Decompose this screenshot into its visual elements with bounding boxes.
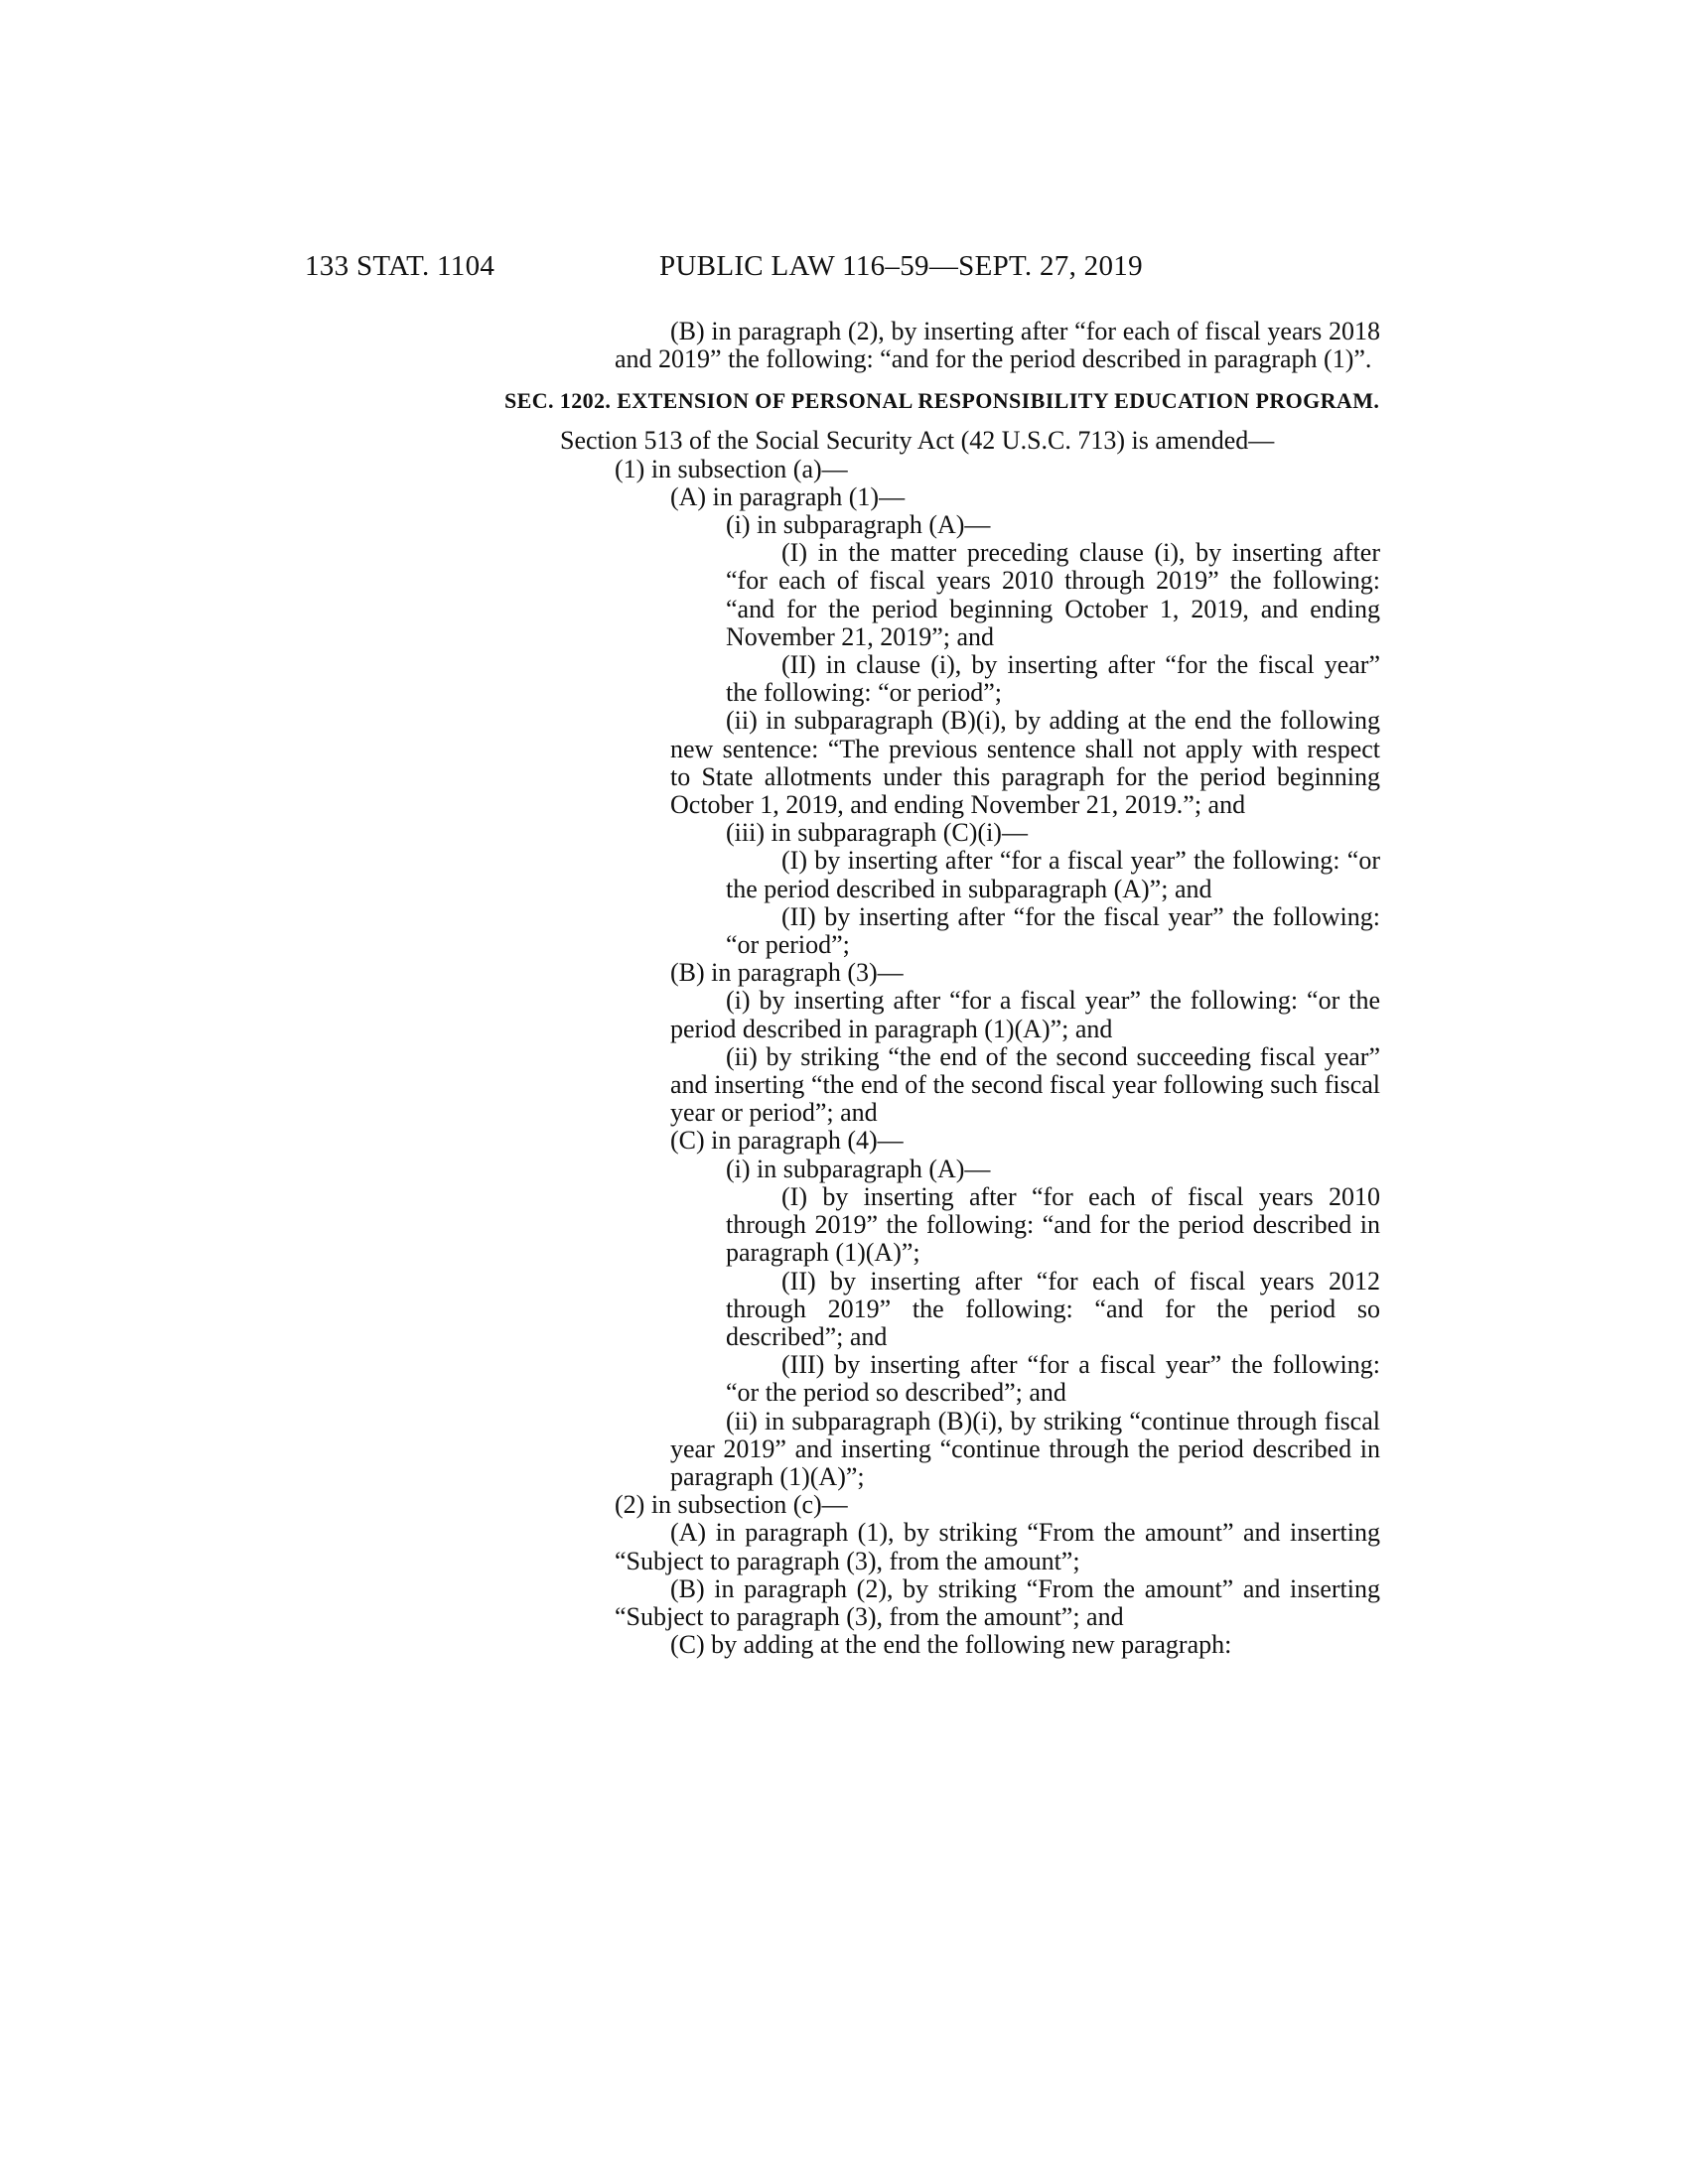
para-2-B: (B) in paragraph (2), by striking “From the amount” and inserting “Subject to paragraph (3), from the amount”; and: [615, 1573, 1380, 1631]
para-1-A-ii: (ii) in subparagraph (B)(i), by adding at the end the following new sentence: “The previous sentence shall not apply with respect to State allotments under this paragraph for the period beginning October 1, 2019, and ending November 21, 2019.”; and: [670, 706, 1380, 820]
para-1-A-i-II: (II) in clause (i), by inserting after “for the fiscal year” the following: “or period”;: [726, 650, 1380, 708]
para-1-A: (A) in paragraph (1)—: [670, 481, 906, 511]
section-number: SEC. 1202.: [504, 388, 612, 414]
para-1-C-i-I: (I) by inserting after “for each of fiscal years 2010 through 2019” the following: “and for the period described in paragraph (1)(A)”;: [726, 1181, 1380, 1268]
para-1-A-i-I: (I) in the matter preceding clause (i), by inserting after “for each of fiscal years 2010 through 2019” the following: “and for the period beginning October 1, 2019, and ending November 21, 2019”; and: [726, 538, 1380, 651]
section-intro: Section 513 of the Social Security Act (42 U.S.C. 713) is amended—: [560, 426, 1275, 456]
para-1-A-iii-I: (I) by inserting after “for a fiscal year” the following: “or the period described in subparagraph (A)”; and: [726, 846, 1380, 903]
paragraph-b-continuation: (B) in paragraph (2), by inserting after “for each of fiscal years 2018 and 2019” the following: “and for the period described in paragraph (1)”.: [615, 317, 1380, 374]
para-1-B-i: (i) by inserting after “for a fiscal year” the following: “or the period described in paragraph (1)(A)”; and: [670, 986, 1380, 1043]
para-1-A-i: (i) in subparagraph (A)—: [726, 510, 991, 540]
para-1-C-i-III: (III) by inserting after “for a fiscal year” the following: “or the period so described”; and: [726, 1350, 1380, 1408]
public-law-heading: PUBLIC LAW 116–59—SEPT. 27, 2019: [659, 250, 1143, 282]
para-1-C: (C) in paragraph (4)—: [670, 1126, 904, 1156]
para-1-C-i: (i) in subparagraph (A)—: [726, 1154, 991, 1183]
para-1-A-iii-II: (II) by inserting after “for the fiscal year” the following: “or period”;: [726, 901, 1380, 960]
para-2-A: (A) in paragraph (1), by striking “From the amount” and inserting “Subject to paragraph (3), from the amount”;: [615, 1518, 1380, 1575]
para-1-B: (B) in paragraph (3)—: [670, 958, 904, 988]
para-1: (1) in subsection (a)—: [615, 454, 848, 483]
para-2-C: (C) by adding at the end the following new paragraph:: [670, 1630, 1232, 1660]
document-body: [504, 318, 1380, 1659]
page-header: [305, 250, 1377, 290]
para-1-C-i-II: (II) by inserting after “for each of fiscal years 2012 through 2019” the following: “and for the period so described”; and: [726, 1266, 1380, 1351]
para-1-B-ii: (ii) by striking “the end of the second succeeding fiscal year” and inserting “the end of the second fiscal year following such fiscal year or period”; and: [670, 1041, 1380, 1128]
para-2: (2) in subsection (c)—: [615, 1490, 848, 1520]
para-1-A-iii: (iii) in subparagraph (C)(i)—: [726, 818, 1028, 848]
section-heading: [504, 387, 1380, 415]
statute-page-number: 133 STAT. 1104: [305, 250, 495, 282]
section-title: EXTENSION OF PERSONAL RESPONSIBILITY EDUCATION PROGRAM.: [617, 388, 1380, 414]
para-1-C-ii: (ii) in subparagraph (B)(i), by striking “continue through fiscal year 2019” and inserting “continue through the period described in paragraph (1)(A)”;: [670, 1406, 1380, 1491]
